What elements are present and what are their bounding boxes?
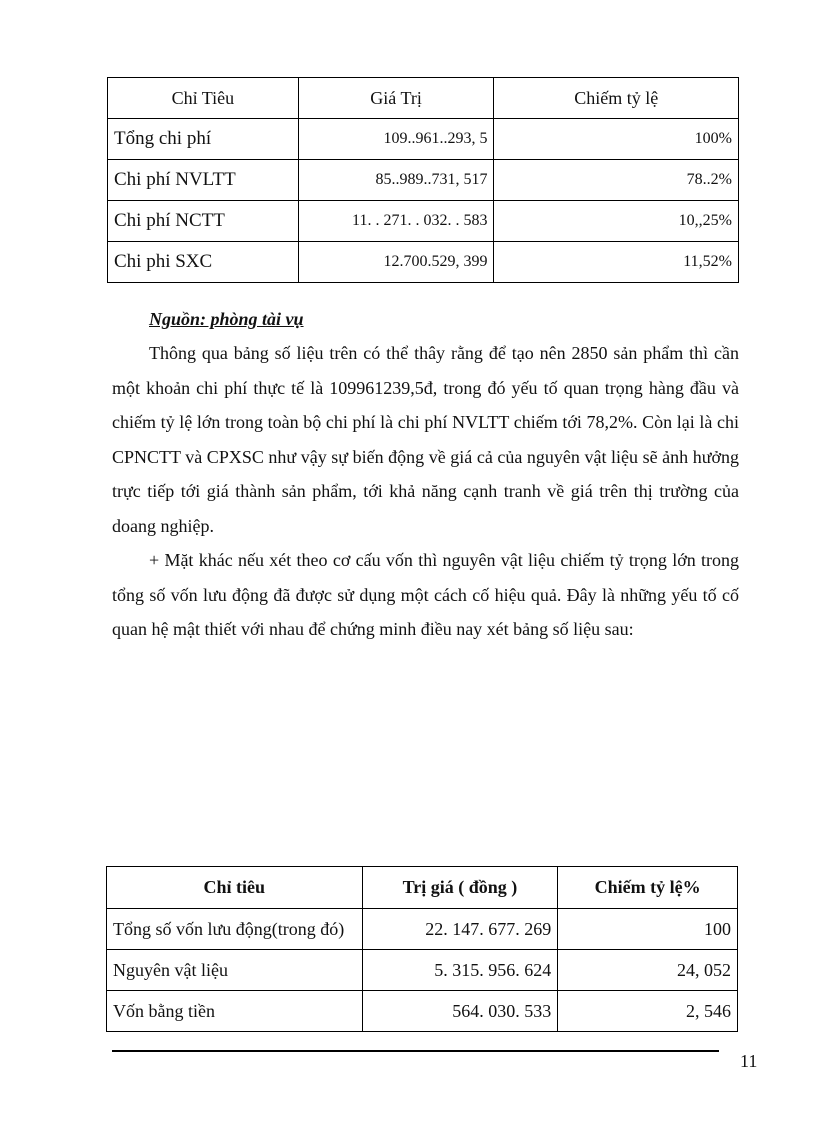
row-value: 12.700.529, 399 xyxy=(298,242,494,283)
row-percent: 10,,25% xyxy=(494,201,739,242)
row-label: Tổng số vốn lưu động(trong đó) xyxy=(107,909,363,950)
page-number: 11 xyxy=(740,1051,758,1071)
column-header: Giá Trị xyxy=(298,78,494,119)
row-label: Chi phí NVLTT xyxy=(108,160,299,201)
column-header: Chỉ Tiêu xyxy=(108,78,299,119)
cost-table xyxy=(107,77,739,283)
row-label: Chi phí NCTT xyxy=(108,201,299,242)
table-row xyxy=(108,242,739,283)
body-paragraph: + Mặt khác nếu xét theo cơ cấu vốn thì nguyên vật liệu chiếm tỷ trọng lớn trong tổng số vốn lưu động đã được sử dụng một cách cố hiệu quả. Đây là những yếu tố cố quan hệ mật thiết với nhau để chứng minh điều nay xét bảng số liệu sau: xyxy=(112,550,739,639)
row-value: 5. 315. 956. 624 xyxy=(362,950,558,991)
table-row xyxy=(108,119,739,160)
column-header: Chỉ tiêu xyxy=(107,867,363,909)
row-value: 22. 147. 677. 269 xyxy=(362,909,558,950)
footer-divider xyxy=(112,1050,719,1052)
capital-table xyxy=(106,866,738,1032)
table-row xyxy=(107,950,738,991)
table-header-row xyxy=(108,78,739,119)
row-percent: 24, 052 xyxy=(558,950,738,991)
row-percent: 78..2% xyxy=(494,160,739,201)
column-header: Trị giá ( đồng ) xyxy=(362,867,558,909)
row-value: 85..989..731, 517 xyxy=(298,160,494,201)
table-row xyxy=(108,201,739,242)
body-paragraph: Thông qua bảng số liệu trên có thể thây rằng để tạo nên 2850 sản phẩm thì cần một khoản chi phí thực tế là 109961239,5đ, trong đó yếu tố quan trọng hàng đầu và chiếm tỷ lệ lớn trong toàn bộ chi phí là chi phí NVLTT chiếm tới 78,2%. Còn lại là chi CPNCTT và CPXSC như vậy sự biến động về giá cả của nguyên vật liệu sẽ ảnh hưởng trực tiếp tới giá thành sản phẩm, tới khả năng cạnh tranh về giá trên thị trường của doang nghiệp. xyxy=(112,343,739,536)
row-percent: 100% xyxy=(494,119,739,160)
row-percent: 100 xyxy=(558,909,738,950)
row-percent: 11,52% xyxy=(494,242,739,283)
row-value: 109..961..293, 5 xyxy=(298,119,494,160)
row-label: Vốn bằng tiền xyxy=(107,991,363,1032)
column-header: Chiếm tỷ lệ% xyxy=(558,867,738,909)
row-label: Chi phi SXC xyxy=(108,242,299,283)
row-percent: 2, 546 xyxy=(558,991,738,1032)
table-row xyxy=(107,909,738,950)
table-row xyxy=(107,991,738,1032)
source-note: Nguồn: phòng tài vụ xyxy=(149,309,304,329)
column-header: Chiếm tỷ lệ xyxy=(494,78,739,119)
table-header-row xyxy=(107,867,738,909)
table-row xyxy=(108,160,739,201)
row-label: Nguyên vật liệu xyxy=(107,950,363,991)
row-label: Tổng chi phí xyxy=(108,119,299,160)
row-value: 11. . 271. . 032. . 583 xyxy=(298,201,494,242)
row-value: 564. 030. 533 xyxy=(362,991,558,1032)
